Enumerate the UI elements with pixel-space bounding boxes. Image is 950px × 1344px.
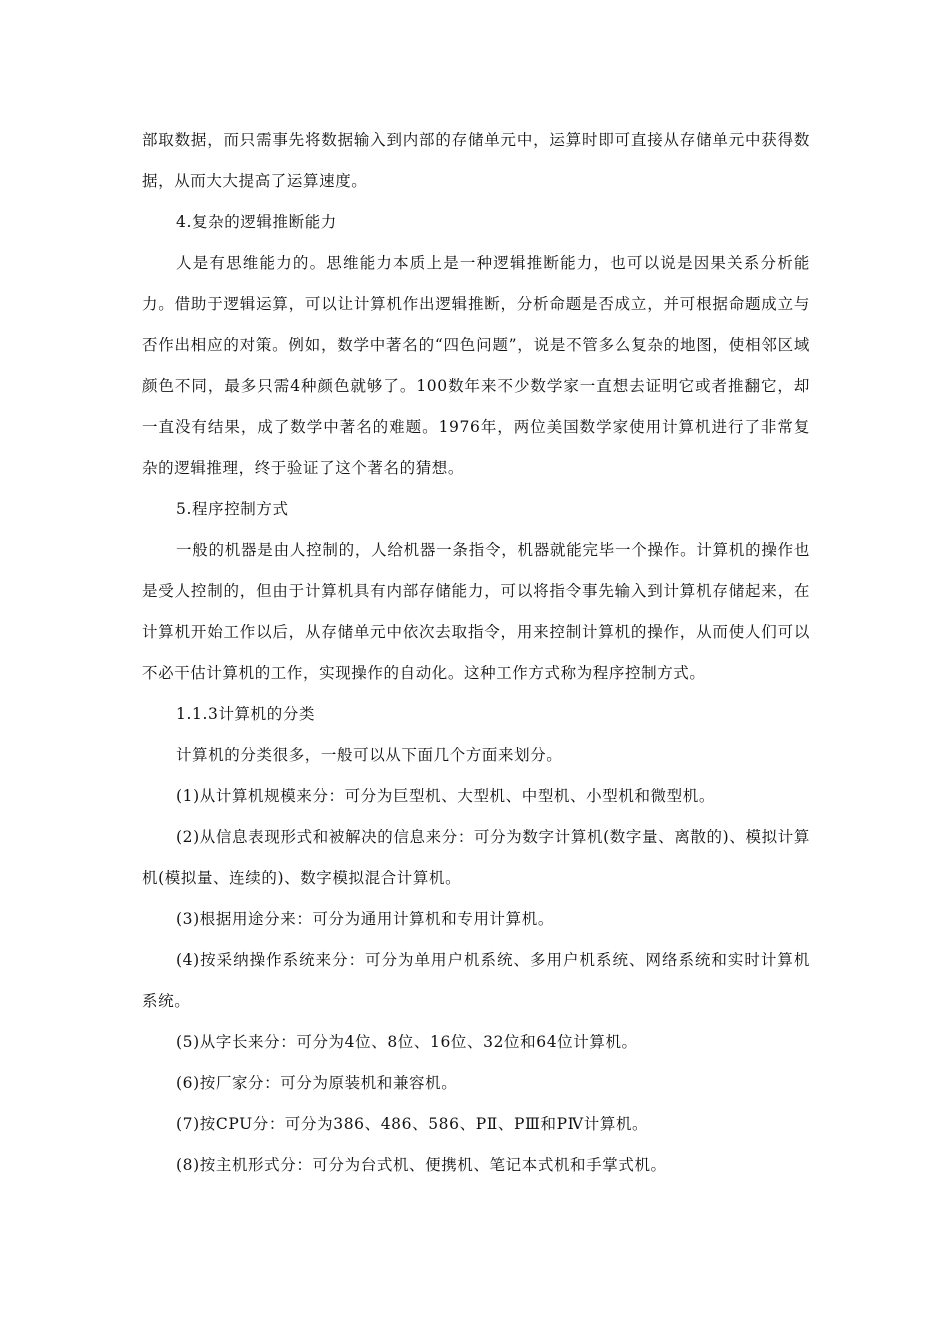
paragraph-program-control: 一般的机器是由人控制的，人给机器一条指令，机器就能完毕一个操作。计算机的操作也是受人控制的，但由于计算机具有内部存储能力，可以将指令事先输入到计算机存储起来，在计算机开始工作以后，从存储单元中依次去取指令，用来控制计算机的操作，从而使人们可以不必干估计算机的工作，实现操作的自动化。这种工作方式称为程序控制方式。 xyxy=(142,541,810,682)
list-item-6: (6)按厂家分：可分为原装机和兼容机。 xyxy=(176,1074,458,1092)
list-item-2: (2)从信息表现形式和被解决的信息来分：可分为数字计算机(数字量、离散的)、模拟计算机(模拟量、连续的)、数字模拟混合计算机。 xyxy=(142,828,810,887)
list-item-3: (3)根据用途分来：可分为通用计算机和专用计算机。 xyxy=(176,910,554,928)
paragraph-logic: 人是有思维能力的。思维能力本质上是一种逻辑推断能力，也可以说是因果关系分析能力。借助于逻辑运算，可以让计算机作出逻辑推断，分析命题是否成立，并可根据命题成立与否作出相应的对策。例如，数学中著名的“四色问题”，说是不管多么复杂的地图，使相邻区域颜色不同，最多只需4种颜色就够了。100数年来不少数学家一直想去证明它或者推翻它，却一直没有结果，成了数学中著名的难题。1976年，两位美国数学家使用计算机进行了非常复杂的逻辑推理，终于验证了这个著名的猜想。 xyxy=(142,254,810,477)
paragraph-continuation: 部取数据，而只需事先将数据输入到内部的存储单元中，运算时即可直接从存储单元中获得数据，从而大大提高了运算速度。 xyxy=(142,131,810,190)
paragraph-classification-intro: 计算机的分类很多，一般可以从下面几个方面来划分。 xyxy=(176,746,563,764)
list-item-1: (1)从计算机规模来分：可分为巨型机、大型机、中型机、小型机和微型机。 xyxy=(176,787,715,805)
section-heading-logic: 4.复杂的逻辑推断能力 xyxy=(176,213,337,231)
list-item-5: (5)从字长来分：可分为4位、8位、16位、32位和64位计算机。 xyxy=(176,1033,638,1051)
list-item-8: (8)按主机形式分：可分为台式机、便携机、笔记本式机和手掌式机。 xyxy=(176,1156,667,1174)
list-item-7: (7)按CPU分：可分为386、486、586、PⅡ、PⅢ和PⅣ计算机。 xyxy=(176,1115,649,1133)
document-body xyxy=(142,120,810,1186)
section-heading-program-control: 5.程序控制方式 xyxy=(176,500,289,518)
list-item-4: (4)按采纳操作系统来分：可分为单用户机系统、多用户机系统、网络系统和实时计算机系统。 xyxy=(142,951,810,1010)
section-heading-classification: 1.1.3计算机的分类 xyxy=(176,705,316,723)
